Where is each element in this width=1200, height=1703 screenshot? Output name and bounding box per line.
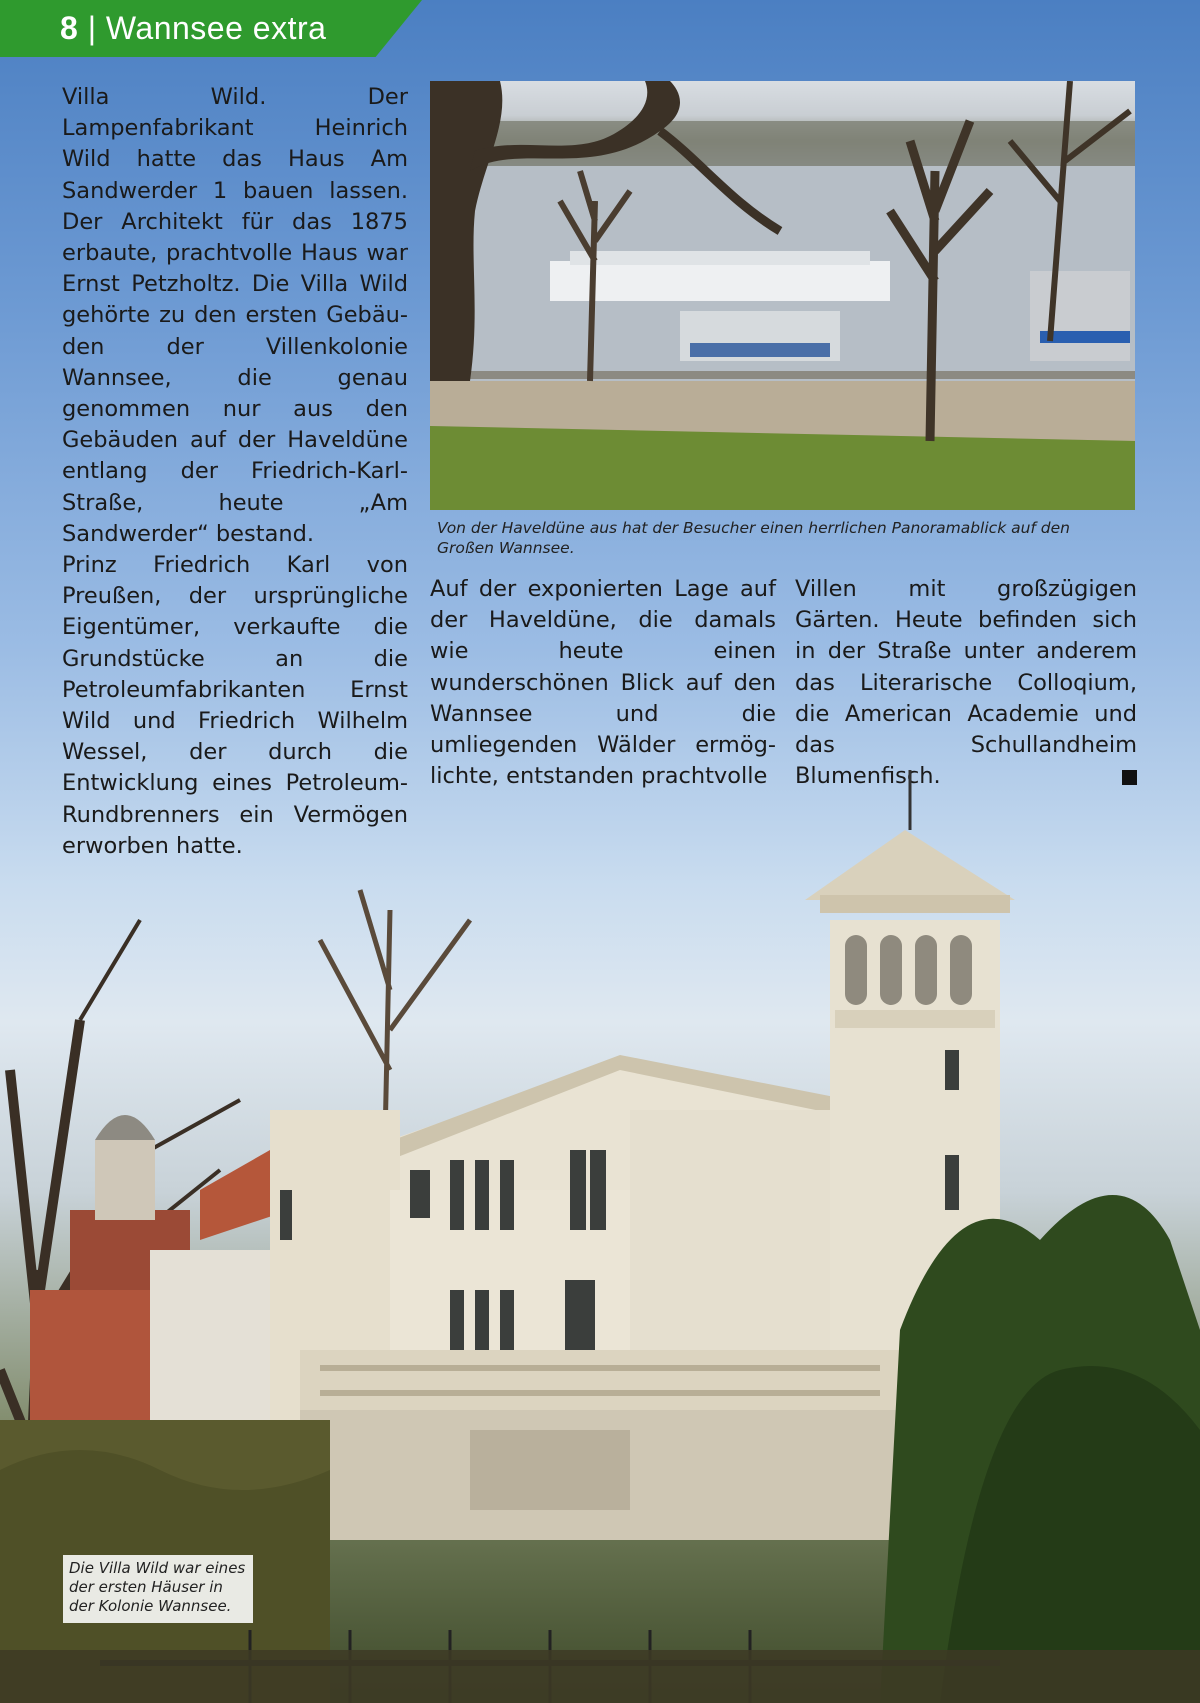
- article-right-column: [795, 574, 1137, 792]
- article-paragraph-2: Prinz Friedrich Karl von Preußen, der ursprüngliche Eigentümer, verkaufte die Grundstücke an die Petroleumfabrikanten Ernst Wild und Friedrich Wilhelm Wessel, der durch die Entwicklung eines Petroleum-Rundbrenners ein Vermögen erworben hatte.: [62, 552, 408, 859]
- page-number: 8: [60, 10, 79, 46]
- lake-panorama-photo: [430, 81, 1135, 510]
- section-title: Wannsee extra: [105, 10, 327, 46]
- article-left-column: [62, 82, 408, 862]
- article-paragraph-3: Auf der exponierten Lage auf der Haveldüne, die damals wie heute einen wunderschönen Blick auf den Wannsee und die umliegenden Wälder ermöglichte, entstanden prachtvolle: [430, 576, 776, 790]
- article-paragraph-1: Villa Wild. Der Lampenfabrikant Heinrich Wild hatte das Haus Am Sandwerder 1 bauen lassen. Der Architekt für das 1875 erbaute, prachtvolle Haus war Ernst Petzholtz. Die Villa Wild gehörte zu den ersten Gebäuden der Villenkolonie Wannsee, die genau genommen nur aus den Gebäuden auf der Haveldüne entlang der Friedrich-Karl-Straße, heute „Am Sandwerder“ bestand.: [62, 84, 408, 547]
- villa-photo-caption: Die Villa Wild war eines der ersten Häuser in der Kolonie Wannsee.: [63, 1555, 253, 1623]
- article-middle-column: [430, 574, 776, 792]
- section-header: [60, 10, 326, 47]
- lake-panorama-illustration: [430, 81, 1135, 510]
- lake-photo-caption: Von der Haveldüne aus hat der Besucher einen herrlichen Panoramablick auf den Großen Wannsee.: [437, 519, 1071, 557]
- article-paragraph-4: Villen mit großzügigen Gärten. Heute befinden sich in der Straße unter anderem das Literarische Colloqium, die American Academie und das Schullandheim Blumenfisch.: [795, 576, 1137, 790]
- header-separator: |: [87, 10, 97, 46]
